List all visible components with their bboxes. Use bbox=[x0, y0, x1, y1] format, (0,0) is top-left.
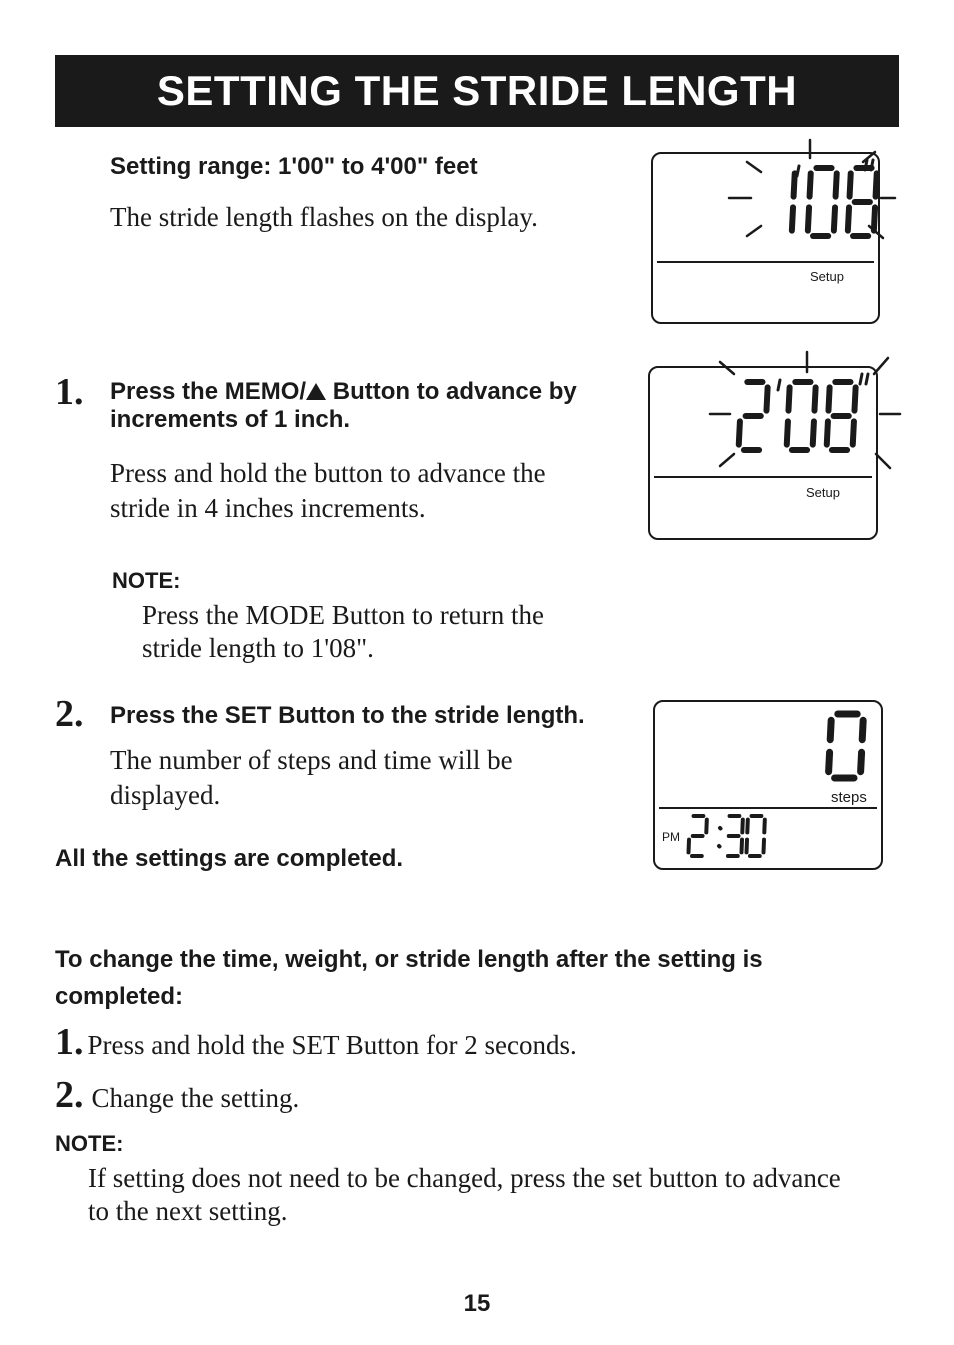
step-2-text-line1: The number of steps and time will be bbox=[110, 745, 513, 775]
page-title: SETTING THE STRIDE LENGTH bbox=[156, 67, 798, 114]
lcd-digit-segment bbox=[739, 421, 740, 444]
lcd-digit-segment bbox=[876, 173, 877, 196]
setup-label: Setup bbox=[806, 485, 840, 500]
flash-ray bbox=[874, 358, 888, 374]
flash-ray bbox=[747, 226, 761, 236]
stride-value-1-08-icon bbox=[651, 140, 911, 260]
flash-ray bbox=[747, 162, 761, 172]
flash-ray bbox=[720, 454, 734, 466]
title-bar bbox=[55, 55, 899, 127]
step-1-text bbox=[110, 456, 546, 526]
lcd-digit-segment bbox=[764, 820, 765, 833]
change-heading-line2: completed: bbox=[55, 983, 184, 1010]
lcd-digit-segment bbox=[788, 387, 789, 410]
lcd-digit-segment bbox=[706, 820, 707, 833]
page-number: 15 bbox=[463, 1290, 491, 1317]
lcd-digit-segment bbox=[766, 387, 767, 410]
note-label-2: NOTE: bbox=[55, 1131, 124, 1156]
lcd-digit-segment bbox=[813, 421, 814, 444]
lcd-digit-segment bbox=[808, 207, 809, 230]
lcd-digit-segment bbox=[742, 840, 743, 853]
change-item-2-text: Change the setting. bbox=[91, 1083, 300, 1113]
lcd-digit-segment bbox=[829, 752, 830, 771]
step-1-number: 1. bbox=[55, 371, 84, 413]
change-item-1 bbox=[55, 1020, 577, 1064]
change-item-1-text: Press and hold the SET Button for 2 seconds. bbox=[87, 1030, 577, 1060]
lcd-divider bbox=[657, 261, 874, 263]
lcd-prime-mark bbox=[778, 380, 780, 390]
lcd-digit-segment bbox=[787, 421, 788, 444]
lcd-digit-segment bbox=[854, 387, 855, 410]
step-1-heading bbox=[110, 378, 577, 434]
lcd-digit-segment bbox=[834, 207, 835, 230]
change-heading bbox=[55, 941, 763, 1015]
lcd-digit-segment bbox=[828, 387, 829, 410]
lcd-digit-segment bbox=[689, 840, 690, 853]
lcd-digit-segment bbox=[794, 173, 795, 196]
lcd-digit-segment bbox=[848, 207, 849, 230]
lcd-colon-dot bbox=[720, 828, 721, 829]
change-item-2-number: 2. bbox=[55, 1074, 84, 1116]
lcd-digit-segment bbox=[861, 752, 862, 771]
lcd-digit-segment bbox=[850, 173, 851, 196]
lcd-digit-segment bbox=[836, 173, 837, 196]
step-2-text-line2: displayed. bbox=[110, 780, 221, 810]
setting-range-label: Setting range: 1'00" to 4'00" feet bbox=[110, 153, 478, 180]
setup-label: Setup bbox=[810, 269, 844, 284]
stride-value-2-08-icon bbox=[648, 352, 908, 477]
lcd-digit-segment bbox=[810, 173, 811, 196]
flash-ray bbox=[876, 454, 890, 468]
step-2-text bbox=[110, 743, 513, 813]
step-2-heading: Press the SET Button to the stride length. bbox=[110, 702, 585, 729]
steps-and-time-digits-icon bbox=[653, 700, 883, 870]
steps-label: steps bbox=[831, 789, 867, 806]
lcd-prime-mark bbox=[866, 374, 868, 384]
change-item-2 bbox=[55, 1073, 299, 1117]
lcd-prime-mark bbox=[860, 374, 862, 384]
lcd-digit-segment bbox=[827, 421, 828, 444]
change-item-1-number: 1. bbox=[55, 1021, 84, 1063]
lcd-digit-segment bbox=[764, 840, 765, 853]
step-2-number: 2. bbox=[55, 693, 84, 735]
lcd-digit-segment bbox=[792, 207, 793, 230]
note-1-line2: stride length to 1'08". bbox=[142, 633, 374, 663]
lcd-digit-segment bbox=[874, 207, 875, 230]
note-2-line1: If setting does not need to be changed, press the set button to advance bbox=[88, 1163, 841, 1193]
step-1-heading-part1: Press the MEMO/ bbox=[110, 378, 307, 405]
lcd-digit-segment bbox=[853, 421, 854, 444]
lcd-prime-mark bbox=[797, 166, 799, 176]
step-1-text-line2: stride in 4 inches increments. bbox=[110, 493, 426, 523]
note-2-line2: to the next setting. bbox=[88, 1196, 288, 1226]
step-1-heading-line2: increments of 1 inch. bbox=[110, 406, 351, 433]
step-1-text-line1: Press and hold the button to advance the bbox=[110, 458, 546, 488]
lcd-digit-segment bbox=[814, 387, 815, 410]
note-label-1: NOTE: bbox=[112, 568, 181, 593]
pm-indicator: PM bbox=[662, 830, 680, 844]
step-1-heading-part2: Button to advance by bbox=[326, 378, 577, 405]
lcd-digit-segment bbox=[862, 720, 863, 739]
lcd-digit-segment bbox=[747, 840, 748, 853]
completed-text: All the settings are completed. bbox=[55, 845, 404, 872]
lcd-colon-dot bbox=[719, 846, 720, 847]
flash-ray bbox=[720, 362, 734, 374]
up-triangle-icon bbox=[306, 383, 326, 400]
lcd-prime-mark bbox=[871, 160, 873, 170]
lcd-digit-segment bbox=[830, 720, 831, 739]
note-1-text bbox=[142, 599, 544, 665]
note-2-text bbox=[88, 1162, 841, 1228]
lcd-digit-segment bbox=[742, 820, 743, 833]
intro-text: The stride length flashes on the display. bbox=[110, 202, 538, 232]
change-heading-line1: To change the time, weight, or stride length after the setting is bbox=[55, 946, 763, 973]
lcd-digit-segment bbox=[747, 820, 748, 833]
note-1-line1: Press the MODE Button to return the bbox=[142, 600, 544, 630]
